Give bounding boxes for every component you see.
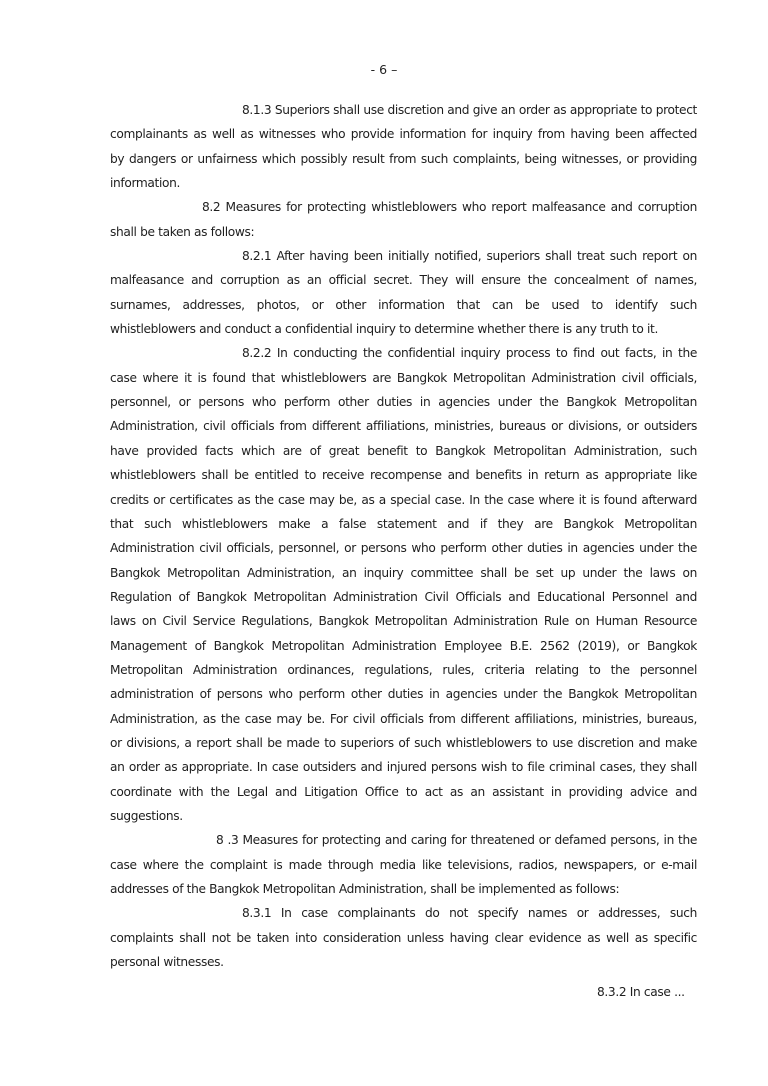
text-line: malfeasance and corruption as an official secret. They will ensure the concealment of names, — [110, 273, 697, 288]
text-line: complaints shall not be taken into consideration unless having clear evidence as well as specific — [110, 930, 697, 945]
text-line: that such whistleblowers make a false statement and if they are Bangkok Metropolitan — [110, 516, 697, 531]
text-line: or divisions, a report shall be made to superiors of such whistleblowers to use discretion and make — [110, 735, 697, 750]
text-line: addresses of the Bangkok Metropolitan Administration, shall be implemented as follows: — [110, 882, 620, 896]
document-body — [110, 98, 697, 974]
text-line: case where the complaint is made through media like televisions, radios, newspapers, or e-mail — [110, 857, 697, 872]
continuation-note: 8.3.2 In case ... — [597, 985, 685, 999]
text-line: suggestions. — [110, 808, 183, 823]
paragraph-8-1-3 — [110, 98, 697, 195]
text-line: 8.2 Measures for protecting whistleblowers who report malfeasance and corruption — [202, 200, 697, 215]
text-line: whistleblowers and conduct a confidential inquiry to determine whether there is any truth to it. — [110, 322, 658, 337]
text-line: Administration, civil officials from different affiliations, ministries, bureaus or divisions, or outsiders — [110, 419, 697, 434]
text-line: case where it is found that whistleblowers are Bangkok Metropolitan Administration civil officials, — [110, 370, 697, 385]
text-line: Management of Bangkok Metropolitan Administration Employee B.E. 2562 (2019), or Bangkok — [110, 638, 697, 653]
text-line: administration of persons who perform other duties in agencies under the Bangkok Metropolitan — [110, 687, 697, 702]
text-line: personnel, or persons who perform other duties in agencies under the Bangkok Metropolitan — [110, 395, 697, 410]
text-line: Administration, as the case may be. For civil officials from different affiliations, ministries, bureaus, — [110, 711, 697, 726]
text-line: Administration civil officials, personnel, or persons who perform other duties in agencies under the — [110, 541, 697, 556]
paragraph-8-3 — [110, 828, 697, 901]
text-line: complainants as well as witnesses who provide information for inquiry from having been affected — [110, 127, 697, 142]
page-number: - 6 – — [370, 62, 398, 77]
text-line: Metropolitan Administration ordinances, regulations, rules, criteria relating to the personnel — [110, 662, 697, 677]
text-line: 8.1.3 Superiors shall use discretion and give an order as appropriate to protect — [242, 103, 697, 117]
text-line: coordinate with the Legal and Litigation Office to act as an assistant in providing advice and — [110, 784, 697, 799]
text-line: information. — [110, 176, 181, 191]
text-line: shall be taken as follows: — [110, 224, 255, 239]
text-line: by dangers or unfairness which possibly result from such complaints, being witnesses, or providing — [110, 151, 697, 166]
text-line: surnames, addresses, photos, or other information that can be used to identify such — [110, 297, 697, 312]
text-line: 8 .3 Measures for protecting and caring for threatened or defamed persons, in the — [216, 833, 697, 848]
paragraph-8-2-1 — [110, 244, 697, 341]
text-line: 8.2.2 In conducting the confidential inquiry process to find out facts, in the — [242, 346, 697, 361]
paragraph-8-3-1 — [110, 901, 697, 974]
text-line: 8.2.1 After having been initially notified, superiors shall treat such report on — [242, 249, 697, 264]
paragraph-8-2-2 — [110, 341, 697, 828]
text-line: 8.3.1 In case complainants do not specify names or addresses, such — [242, 906, 697, 921]
text-line: have provided facts which are of great benefit to Bangkok Metropolitan Administration, such — [110, 443, 697, 458]
text-line: laws on Civil Service Regulations, Bangkok Metropolitan Administration Rule on Human Resource — [110, 614, 697, 629]
text-line: Bangkok Metropolitan Administration, an inquiry committee shall be set up under the laws on — [110, 565, 697, 580]
text-line: personal witnesses. — [110, 955, 224, 970]
text-line: credits or certificates as the case may be, as a special case. In the case where it is found afterward — [110, 492, 697, 507]
text-line: an order as appropriate. In case outsiders and injured persons wish to file criminal cases, they shall — [110, 760, 697, 775]
text-line: Regulation of Bangkok Metropolitan Administration Civil Officials and Educational Personnel and — [110, 589, 697, 604]
text-line: whistleblowers shall be entitled to receive recompense and benefits in return as appropriate like — [110, 468, 697, 483]
paragraph-8-2 — [110, 195, 697, 244]
